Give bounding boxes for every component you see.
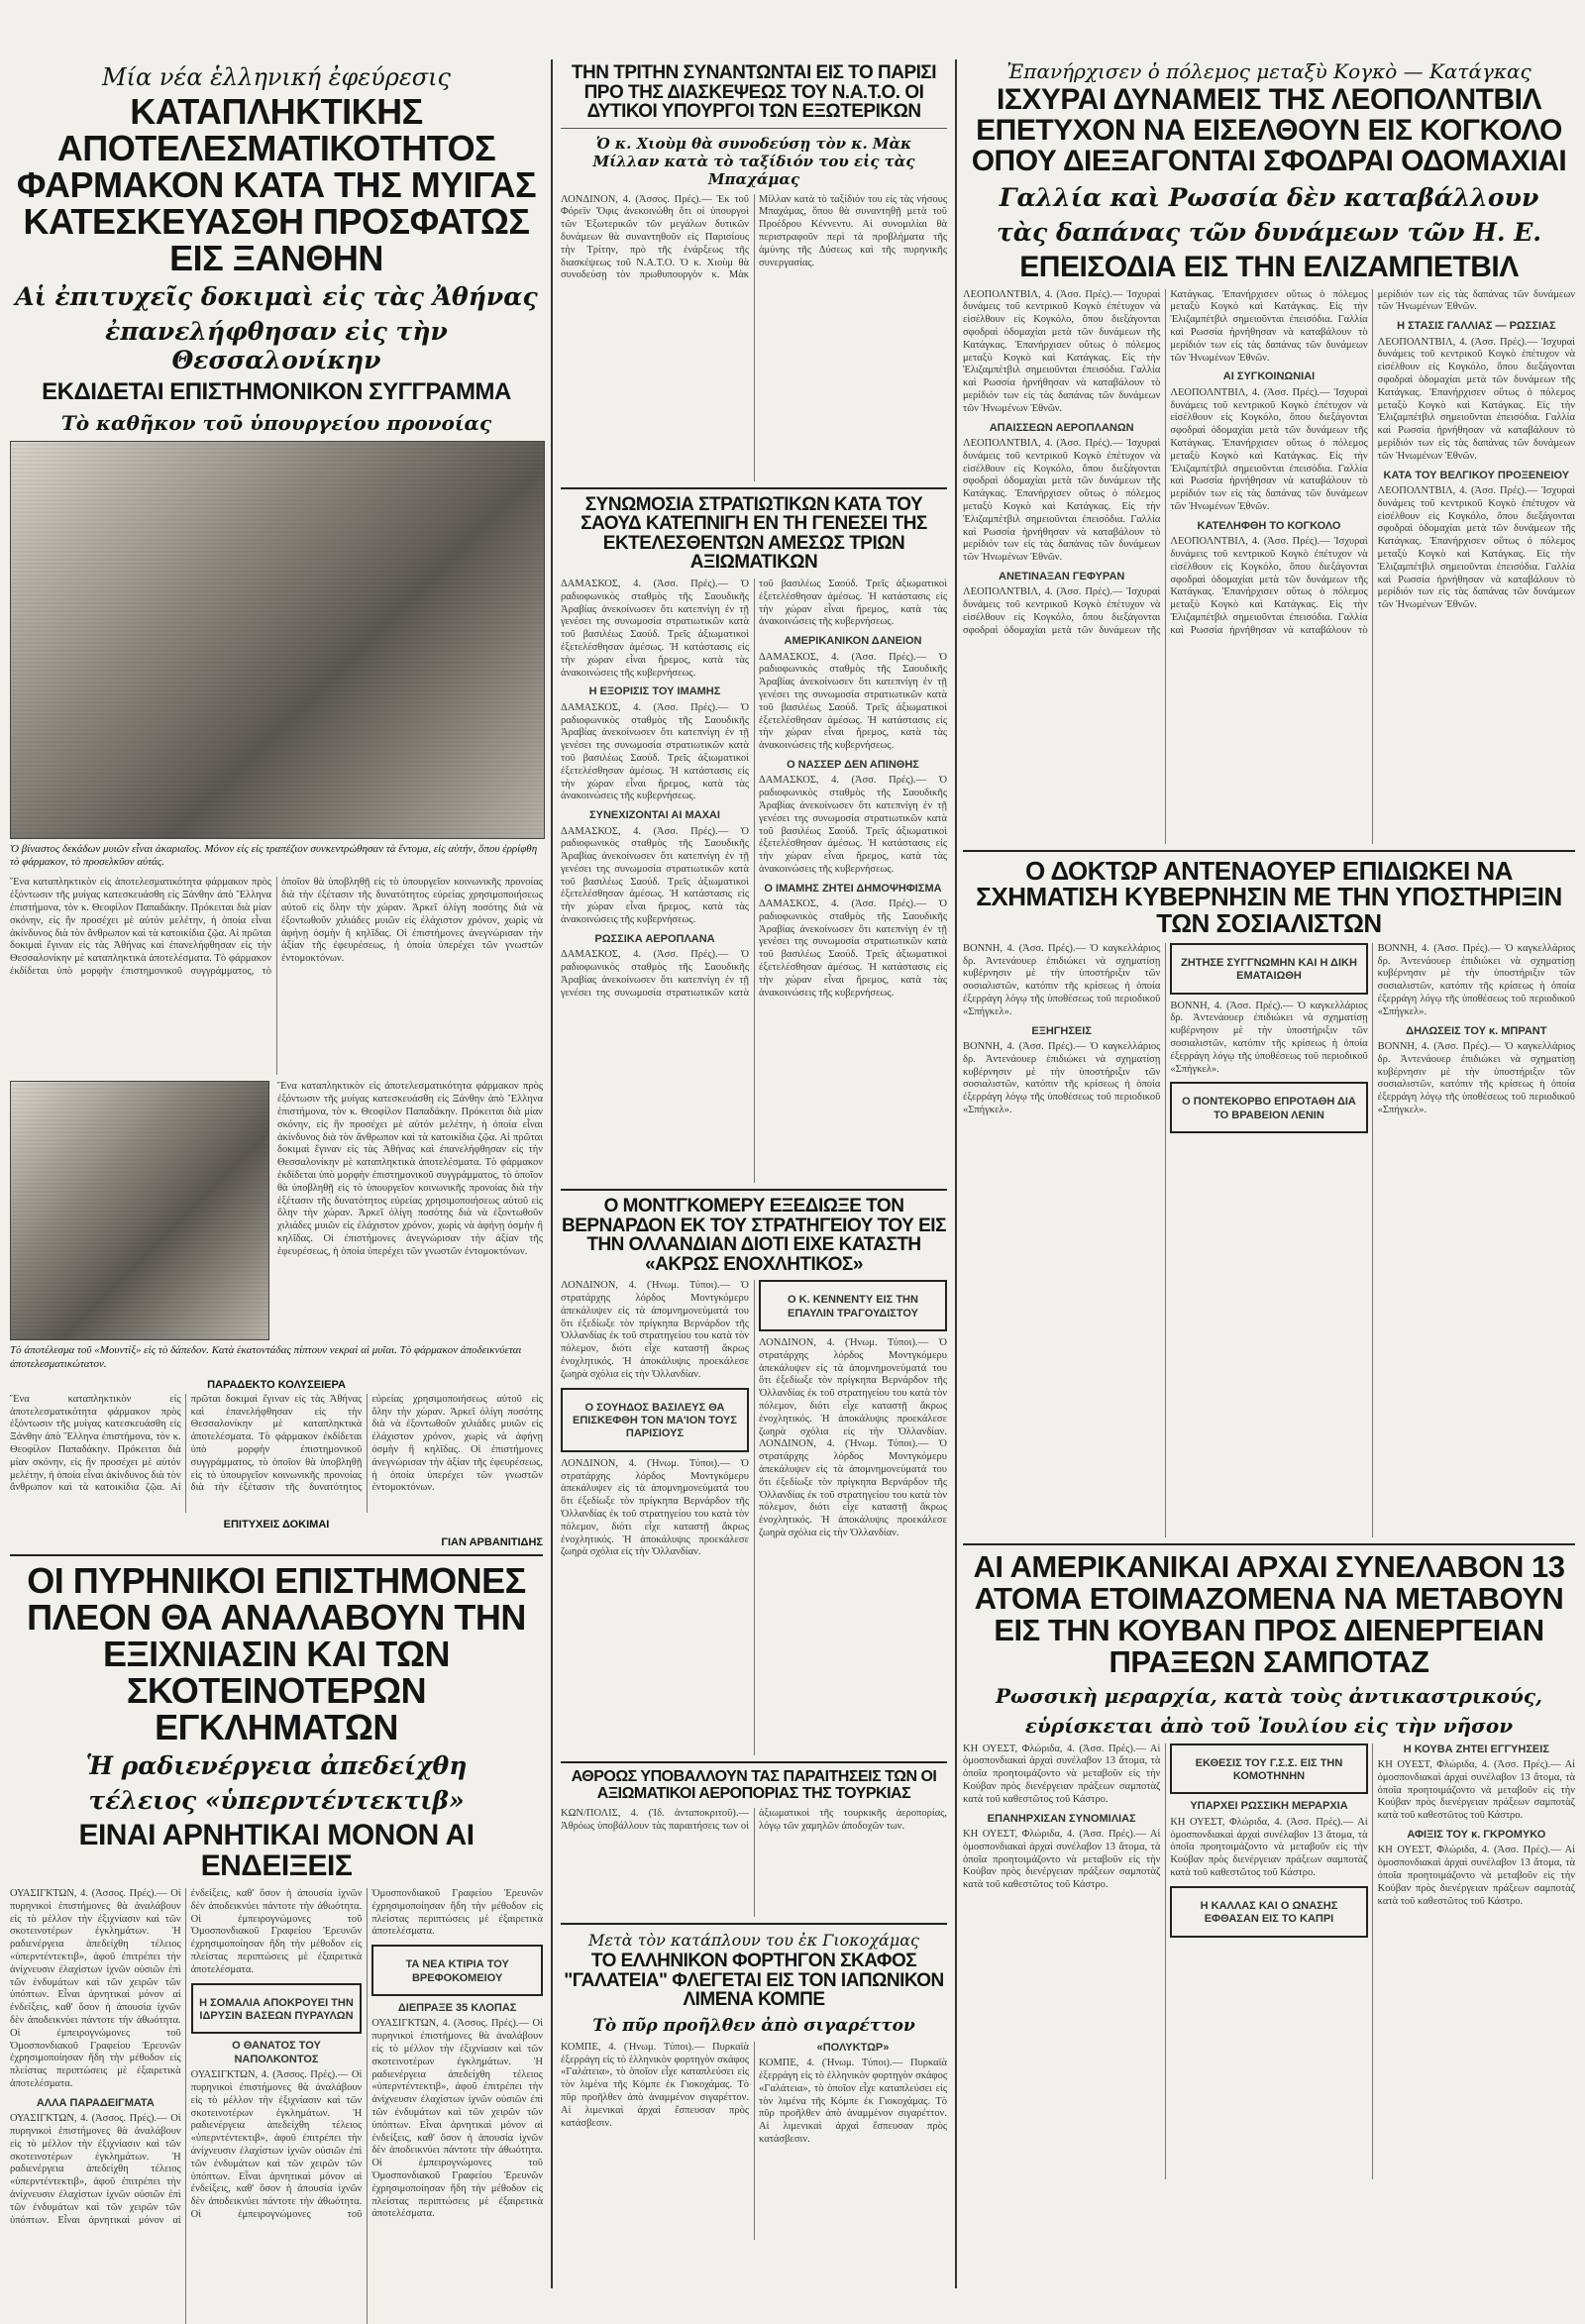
subhead-cuba-guarantees: Η ΚΟΥΒΑ ΖΗΤΕΙ ΕΓΓΥΗΣΕΙΣ: [1403, 1743, 1549, 1755]
article-cuba-text-4: ΚΗ ΟΥΕΣΤ, Φλώριδα, 4. (Ἀσσ. Πρές).— Αἱ ὁμοσπονδιακαὶ ἀρχαὶ συνέλαβον 13 ἄτομα, τὰ ὁποῖα προητοιμάζοντο νὰ μεταβοῦν εἰς τὴν Κούβαν πρὸς διενέργειαν πράξεων σαμποτὰζ κατὰ τοῦ καθεστῶτος τοῦ Κάστρο.: [1377, 1758, 1575, 1822]
article-montgomery-text-2: ΛΟΝΔΙΝΟΝ, 4. (Ἠνωμ. Τύποι).— Ὁ στρατάρχης λόρδος Μοντγκόμερυ ἀπεκάλυψεν εἰς τὰ ἀπομνημονεύματά του ὅτι ἐξεδίωξε τὸν πρίγκηπα Βερνάρδον τῆς Ὀλλανδίας ἐκ τοῦ στρατηγείου του κατὰ τὸν πόλεμον, διότι εἶχε καταστῇ ἄκρως ἐνοχλητικός. Ἡ ἀποκάλυψις προεκάλεσε ζωηρὰ σχόλια εἰς τὴν Ὀλλανδίαν.: [561, 1457, 749, 1558]
deck-home-macmillan: Ὁ κ. Χιοὺμ θὰ συνοδεύσῃ τὸν κ. Μὰκ Μίλλαν κατὰ τὸ ταξίδιόν του εἰς τὰς Μπαχάμας: [592, 134, 915, 188]
article-fly-medicine-continued: Ἕνα καταπληκτικὸν εἰς ἀποτελεσματικότητα φάρμακον πρὸς ἐξόντωσιν τῆς μυίγας κατεσκευάσθη εἰς Ξάνθην ἀπὸ Ἕλληνα ἐπιστήμονα, τὸν κ. Θεοφίλον Παπαδάκην. Πρόκειται διὰ μίαν σκόνην, εἰς ἣν προσέχει μὲ αὐτόν μελέτην, ἡ ὁποία εἶναι ἀκίνδυνος διὰ τὸν ἄνθρωπον καὶ τὰ κατοικίδια ζῷα. Αἱ πρῶται δοκιμαὶ ἔγιναν εἰς τὰς Ἀθήνας καὶ ἐπανελήφθησαν εἰς τὴν Θεσσαλονίκην μὲ καταπληκτικὰ ἀποτελέσματα. Τὸ φάρμακον ἐκδίδεται ὑπὸ μορφὴν ἐπιστημονικοῦ συγγράμματος, τὸ ὁποῖον θὰ ὑποβληθῇ εἰς τὸ ὑπουργεῖον κοινωνικῆς προνοίας διὰ τὴν ἐξέτασιν τῆς δυνατότητος εὐρείας χρησιμοποιήσεως αὐτοῦ εἰς ὅλην τὴν χώραν. Ἀρκεῖ ὀλίγη ποσότης διὰ νὰ ἐξοντωθοῦν χιλιάδες μυιῶν εἰς ἐλάχιστον χρόνον, χωρὶς νὰ ἀφήνῃ ὀσμὴν ἢ κηλῖδας. Οἱ ἐπιστήμονες ἀνεγνώρισαν τὴν ἀξίαν τῆς ἐφευρέσεως, ἡ ὁποία ὑπερέχει τῶν γνωστῶν ἐντομοκτόνων.: [277, 1081, 543, 1257]
article-saud-text-7: ΔΑΜΑΣΚΟΣ, 4. (Ἀσσ. Πρές).— Ὁ ραδιοφωνικὸς σταθμὸς τῆς Σαουδικῆς Ἀραβίας ἀνεκοίνωσεν ὅτι κατεπνίγη ἐν τῇ γενέσει της συνωμοσία στρατιωτικῶν κατὰ τοῦ βασιλέως Σαούδ. Τρεῖς ἀξιωματικοὶ ἐξετελέσθησαν ἀμέσως. Ἡ κατάστασις εἰς τὴν χώραν εἶναι ἤρεμος, κατὰ τὰς ἀνακοινώσεις τῆς κυβερνήσεως.: [759, 898, 947, 999]
subhead-somalia-bases: Η ΣΟΜΑΛΙΑ ΑΠΟΚΡΟΥΕΙ ΤΗΝ ΙΔΡΥΣΙΝ ΒΑΣΕΩΝ ΠΥΡΑΥΛΩΝ: [199, 1996, 354, 2023]
article-montgomery-text: ΛΟΝΔΙΝΟΝ, 4. (Ἠνωμ. Τύποι).— Ὁ στρατάρχης λόρδος Μοντγκόμερυ ἀπεκάλυψεν εἰς τὰ ἀπομνημονεύματά του ὅτι ἐξεδίωξε τὸν πρίγκηπα Βερνάρδον τῆς Ὀλλανδίας ἐκ τοῦ στρατηγείου του κατὰ τὸν πόλεμον, διότι εἶχε καταστῇ ἄκρως ἐνοχλητικός. Ἡ ἀποκάλυψις προεκάλεσε ζωηρὰ σχόλια εἰς τὴν Ὀλλανδίαν.: [561, 1280, 749, 1380]
photo-table-flies: [10, 441, 545, 839]
divider: [963, 1543, 1575, 1545]
box-orphanage: [371, 1945, 543, 1996]
article-galateia-text: ΚΟΜΠΕ, 4. (Ἠνωμ. Τύποι).— Πυρκαϊὰ ἐξερράγη εἰς τὸ ἑλληνικὸν φορτηγὸν σκάφος «Γαλάτεια», τὸ ὁποῖον εἶχε καταπλεύσει εἰς τὸν λιμένα τῆς Κόμπε ἐκ Γιοκοχάμας. Τὸ πῦρ προῆλθεν ἀπὸ ἀναμμένον σιγαρέττον. Αἱ λιμενικαὶ ἀρχαὶ ἔσπευσαν πρὸς κατάσβεσιν.: [561, 2041, 749, 2129]
article-saud-text-3: ΔΑΜΑΣΚΟΣ, 4. (Ἀσσ. Πρές).— Ὁ ραδιοφωνικὸς σταθμὸς τῆς Σαουδικῆς Ἀραβίας ἀνεκοίνωσεν ὅτι κατεπνίγη ἐν τῇ γενέσει της συνωμοσία στρατιωτικῶν κατὰ τοῦ βασιλέως Σαούδ. Τρεῖς ἀξιωματικοὶ ἐξετελέσθησαν ἀμέσως. Ἡ κατάστασις εἰς τὴν χώραν εἶναι ἤρεμος, κατὰ τὰς ἀνακοινώσεις τῆς κυβερνήσεως.: [561, 825, 749, 926]
subhead-france-russia-stance: Η ΣΤΑΣΙΣ ΓΑΛΛΙΑΣ — ΡΩΣΣΙΑΣ: [1397, 320, 1556, 333]
divider: [561, 1923, 947, 1925]
divider: [561, 1189, 947, 1191]
article-adenauer-text-4: ΒΟΝΝΗ, 4. (Ἀσσ. Πρές).— Ὁ καγκελλάριος δρ. Ἀντενάουερ ἐπιδιώκει νὰ σχηματίσῃ κυβέρνησιν μὲ τὴν ὑποστήριξιν τῶν σοσιαλιστῶν, κατόπιν τῆς κρίσεως ἡ ὁποία ἐξερράγη λόγῳ τῆς ὑποθέσεως τοῦ περιοδικοῦ «Σπήγκελ».: [1377, 942, 1575, 1017]
article-adenauer-body: [963, 943, 1575, 1537]
article-congo-text-6: ΛΕΟΠΟΛΝΤΒΙΛ, 4. (Ἀσσ. Πρές).— Ἰσχυραὶ δυνάμεις τοῦ κεντρικοῦ Κογκὸ ἐπέτυχον νὰ εἰσέλθουν εἰς Κογκόλο, ὅπου διεξάγονται σφοδραὶ ὁδομαχίαι μετὰ τῶν δυνάμεων τῆς Κατάγκας. Ἐπανήρχισεν οὕτως ὁ πόλεμος μεταξὺ Κογκὸ καὶ Κατάγκας. Εἰς τὴν Ἐλιζαμπέτβιλ σημειοῦνται ἐπεισόδια. Γαλλία καὶ Ρωσσία ἠρνήθησαν νὰ καταβάλουν τὸ μερίδιόν των εἰς τὰς δαπάνας τῶν δυνάμεων τῶν Ἡνωμένων Ἐθνῶν.: [1377, 336, 1575, 462]
divider: [963, 850, 1575, 852]
deck-welfare-ministry: Τὸ καθῆκον τοῦ ὑπουργείου προνοίας: [60, 411, 492, 436]
article-saud-text-2: ΔΑΜΑΣΚΟΣ, 4. (Ἀσσ. Πρές).— Ὁ ραδιοφωνικὸς σταθμὸς τῆς Σαουδικῆς Ἀραβίας ἀνεκοίνωσεν ὅτι κατεπνίγη ἐν τῇ γενέσει της συνωμοσία στρατιωτικῶν κατὰ τοῦ βασιλέως Σαούδ. Τρεῖς ἀξιωματικοὶ ἐξετελέσθησαν ἀμέσως. Ἡ κατάστασις εἰς τὴν χώραν εἶναι ἤρεμος, κατὰ τὰς ἀνακοινώσεις τῆς κυβερνήσεως.: [561, 701, 749, 802]
subhead-battles-continue: ΣΥΝΕΧΙΖΟΝΤΑΙ ΑΙ ΜΑΧΑΙ: [589, 809, 720, 822]
deck-super-detective: τέλειος «ὑπερντέντεκτιβ»: [88, 1786, 465, 1816]
column-rule-2: [955, 59, 957, 2288]
article-galateia-text-2: ΚΟΜΠΕ, 4. (Ἠνωμ. Τύποι).— Πυρκαϊὰ ἐξερράγη εἰς τὸ ἑλληνικὸν φορτηγὸν σκάφος «Γαλάτεια», τὸ ὁποῖον εἶχε καταπλεύσει εἰς τὸν λιμένα τῆς Κόμπε ἐκ Γιοκοχάμας. Τὸ πῦρ προῆλθεν ἀπὸ ἀναμμένον σιγαρέττον. Αἱ λιμενικαὶ ἀρχαὶ ἔσπευσαν πρὸς κατάσβεσιν.: [759, 2058, 947, 2145]
article-nuclear-text-3: ΟΥΑΣΙΓΚΤΩΝ, 4. (Ἀσσος. Πρές).— Οἱ πυρηνικοὶ ἐπιστήμονες θὰ ἀναλάβουν εἰς τὸ μέλλον τὴν ἐξιχνίασιν καὶ τῶν σκοτεινοτέρων ἐγκλημάτων. Ἡ ραδιενέργεια ἀπεδείχθη τέλειος «ὑπερντέντεκτιβ», ἀφοῦ ἐπιτρέπει τὴν ἀνίχνευσιν ἐλαχίστων ἰχνῶν οὐσιῶν ἐπὶ τῶν ἐνδυμάτων καὶ τῶν χειρῶν τῶν ὑπόπτων. Εἶναι ἀρνητικαὶ μόνον αἱ ἐνδείξεις, καθ' ὅσον ἡ ἀπουσία ἰχνῶν δὲν ἀποδεικνύει πάντοτε τὴν ἀθωότητα. Οἱ ἐμπειρογνώμονες τοῦ Ὁμοσπονδιακοῦ Γραφείου Ἐρευνῶν ἐχρησιμοποίησαν ἤδη τὴν μέθοδον εἰς πλείστας περιπτώσεις μὲ ἐξαιρετικὰ ἀποτελέσματα.: [190, 1888, 543, 2220]
kicker-congo-war: Ἐπανήρχισεν ὁ πόλεμος μεταξὺ Κογκὸ — Κατάγκας: [1006, 59, 1532, 83]
subhead-35-thefts: ΔΙΕΠΡΑΞΕ 35 ΚΛΟΠΑΣ: [397, 2002, 517, 2015]
box-callas: [1170, 1886, 1367, 1938]
headline-cuba-sabotage: ΑΙ ΑΜΕΡΙΚΑΝΙΚΑΙ ΑΡΧΑΙ ΣΥΝΕΛΑΒΟΝ 13 ΑΤΟΜΑ ΕΤΟΙΜΑΖΟΜΕΝΑ ΝΑ ΜΕΤΑΒΟΥΝ ΕΙΣ ΤΗΝ ΚΟΥΒΑΝ ΠΡΟΣ ΔΙΕΝΕΡΓΕΙΑΝ ΠΡΑΞΕΩΝ ΣΑΜΠΟΤΑΖ: [973, 1548, 1565, 1679]
author-byline: ΓΙΑΝ ΑΡΒΑΝΙΤΙΔΗΣ: [441, 1535, 543, 1548]
subhead-imam-referendum: Ο ΙΜΑΜΗΣ ΖΗΤΕΙ ΔΗΜΟΨΗΦΙΣΜΑ: [764, 882, 942, 895]
article-cuba-text-2: ΚΗ ΟΥΕΣΤ, Φλώριδα, 4. (Ἀσσ. Πρές).— Αἱ ὁμοσπονδιακαὶ ἀρχαὶ συνέλαβον 13 ἄτομα, τὰ ὁποῖα προητοιμάζοντο νὰ μεταβοῦν εἰς τὴν Κούβαν πρὸς διενέργειαν πράξεων σαμποτὰζ κατὰ τοῦ καθεστῶτος τοῦ Κάστρο.: [963, 1828, 1161, 1891]
deck-athens-trials: Αἱ ἐπιτυχεῖς δοκιμαὶ εἰς τὰς Ἀθήνας: [15, 282, 538, 312]
subhead-successful-trials: ΕΠΙΤΥΧΕΙΣ ΔΟΚΙΜΑΙ: [223, 1518, 330, 1531]
article-cuba-body: [963, 1743, 1575, 2179]
article-congo-text-7: ΛΕΟΠΟΛΝΤΒΙΛ, 4. (Ἀσσ. Πρές).— Ἰσχυραὶ δυνάμεις τοῦ κεντρικοῦ Κογκὸ ἐπέτυχον νὰ εἰσέλθουν εἰς Κογκόλο, ὅπου διεξάγονται σφοδραὶ ὁδομαχίαι μετὰ τῶν δυνάμεων τῆς Κατάγκας. Ἐπανήρχισεν οὕτως ὁ πόλεμος μεταξὺ Κογκὸ καὶ Κατάγκας. Εἰς τὴν Ἐλιζαμπέτβιλ σημειοῦνται ἐπεισόδια. Γαλλία καὶ Ρωσσία ἠρνήθησαν νὰ καταβάλουν τὸ μερίδιόν των εἰς τὰς δαπάνας τῶν δυνάμεων τῶν Ἡνωμένων Ἐθνῶν.: [1377, 484, 1575, 611]
box-komotini: [1170, 1743, 1367, 1795]
subhead-polyktor: «ΠΟΛΥΚΤΩΡ»: [816, 2041, 890, 2054]
subhead-kongolo-captured: ΚΑΤΕΛΗΦΘΗ ΤΟ ΚΟΓΚΟΛΟ: [1197, 519, 1341, 532]
subhead-russian-planes: ΡΩΣΣΙΚΑ ΑΕΡΟΠΛΑΝΑ: [594, 932, 715, 945]
kicker-yokohama: Μετὰ τὸν κατάπλουν του ἐκ Γιοκοχάμας: [587, 1931, 920, 1951]
article-turkish-body: ΚΩΝ/ΠΟΛΙΣ, 4. (Ἰδ. ἀνταποκριτοῦ).— Ἀθρόως ὑποβάλλουν τὰς παραιτήσεις των οἱ ἀξιωματικοὶ τῆς τουρκικῆς ἀεροπορίας, λόγῳ τῶν χαμηλῶν ἀποδοχῶν των.: [561, 1808, 947, 1832]
box-somalia: [191, 1983, 363, 2035]
subhead-komotini-exhibition: ΕΚΘΕΣΙΣ ΤΟΥ Γ.Σ.Σ. ΕΙΣ ΤΗΝ ΚΟΜΟΤΗΝΗΝ: [1195, 1756, 1343, 1782]
headline-nuclear-scientists: ΟΙ ΠΥΡΗΝΙΚΟΙ ΕΠΙΣΤΗΜΟΝΕΣ ΠΛΕΟΝ ΘΑ ΑΝΑΛΑΒΟΥΝ ΤΗΝ ΕΞΙΧΝΙΑΣΙΝ ΚΑΙ ΤΩΝ ΣΚΟΤΕΙΝΟΤΕΡΩΝ ΕΓΚΛΗΜΑΤΩΝ: [27, 1559, 526, 1748]
headline-adenauer: Ο ΔΟΚΤΩΡ ΑΝΤΕΝΑΟΥΕΡ ΕΠΙΔΙΩΚΕΙ ΝΑ ΣΧΗΜΑΤΙΣΗ ΚΥΒΕΡΝΗΣΙΝ ΜΕ ΤΗΝ ΥΠΟΣΤΗΡΙΞΙΝ ΤΩΝ ΣΟΣΙΑΛΙΣΤΩΝ: [976, 855, 1562, 939]
deck-un-costs: τὰς δαπάνας τῶν δυνάμεων τῶν Η. Ε.: [996, 217, 1542, 247]
subhead-napolkon-death: Ο ΘΑΝΑΤΟΣ ΤΟΥ ΝΑΠΟΛΚΟΝΤΟΣ: [232, 2040, 321, 2065]
headline-galateia-fire: ΤΟ ΕΛΛΗΝΙΚΟΝ ΦΟΡΤΗΓΟΝ ΣΚΑΦΟΣ "ΓΑΛΑΤΕΙΑ" ΦΛΕΓΕΤΑΙ ΕΙΣ ΤΟΝ ΙΑΠΩΝΙΚΟΝ ΛΙΜΕΝΑ ΚΟΜΠΕ: [564, 1951, 944, 2011]
subhead-planes: ΑΠΑΙΣΣΕΩΝ ΑΕΡΟΠΛΑΝΩΝ: [989, 421, 1134, 434]
divider: [561, 487, 947, 489]
article-adenauer-text-5: ΒΟΝΝΗ, 4. (Ἀσσ. Πρές).— Ὁ καγκελλάριος δρ. Ἀντενάουερ ἐπιδιώκει νὰ σχηματίσῃ κυβέρνησιν μὲ τὴν ὑποστήριξιν τῶν σοσιαλιστῶν, κατόπιν τῆς κρίσεως ἡ ὁποία ἐξερράγη λόγῳ τῆς ὑποθέσεως τοῦ περιοδικοῦ «Σπήγκελ».: [1377, 1041, 1575, 1116]
article-nuclear-body: [10, 1888, 543, 2324]
subhead-brandt: ΔΗΛΩΣΕΙΣ ΤΟΥ κ. ΜΠΡΑΝΤ: [1406, 1024, 1547, 1037]
article-congo-text-4: ΛΕΟΠΟΛΝΤΒΙΛ, 4. (Ἀσσ. Πρές).— Ἰσχυραὶ δυνάμεις τοῦ κεντρικοῦ Κογκὸ ἐπέτυχον νὰ εἰσέλθουν εἰς Κογκόλο, ὅπου διεξάγονται σφοδραὶ ὁδομαχίαι μετὰ τῶν δυνάμεων τῆς Κατάγκας. Ἐπανήρχισεν οὕτως ὁ πόλεμος μεταξὺ Κογκὸ καὶ Κατάγκας. Εἰς τὴν Ἐλιζαμπέτβιλ σημειοῦνται ἐπεισόδια. Γαλλία καὶ Ρωσσία ἠρνήθησαν νὰ καταβάλουν τὸ μερίδιόν των εἰς τὰς δαπάνας τῶν δυνάμεων τῶν Ἡνωμένων Ἐθνῶν.: [1170, 386, 1368, 512]
subhead-explanations: ΕΞΗΓΗΣΕΙΣ: [1031, 1024, 1092, 1037]
article-saud-text: ΔΑΜΑΣΚΟΣ, 4. (Ἀσσ. Πρές).— Ὁ ραδιοφωνικὸς σταθμὸς τῆς Σαουδικῆς Ἀραβίας ἀνεκοίνωσεν ὅτι κατεπνίγη ἐν τῇ γενέσει της συνωμοσία στρατιωτικῶν κατὰ τοῦ βασιλέως Σαούδ. Τρεῖς ἀξιωματικοὶ ἐξετελέσθησαν ἀμέσως. Ἡ κατάστασις εἰς τὴν χώραν εἶναι ἤρεμος, κατὰ τὰς ἀνακοινώσεις τῆς κυβερνήσεως.: [561, 578, 749, 679]
article-adenauer-text: ΒΟΝΝΗ, 4. (Ἀσσ. Πρές).— Ὁ καγκελλάριος δρ. Ἀντενάουερ ἐπιδιώκει νὰ σχηματίσῃ κυβέρνησιν μὲ τὴν ὑποστήριξιν τῶν σοσιαλιστῶν, κατόπιν τῆς κρίσεως ἡ ὁποία ἐξερράγη λόγῳ τῆς ὑποθέσεως τοῦ περιοδικοῦ «Σπήγκελ».: [963, 942, 1161, 1017]
deck-cigarette: Τὸ πῦρ προῆλθεν ἀπὸ σιγαρέττον: [592, 2015, 915, 2036]
article-congo-text-2: ΛΕΟΠΟΛΝΤΒΙΛ, 4. (Ἀσσ. Πρές).— Ἰσχυραὶ δυνάμεις τοῦ κεντρικοῦ Κογκὸ ἐπέτυχον νὰ εἰσέλθουν εἰς Κογκόλο, ὅπου διεξάγονται σφοδραὶ ὁδομαχίαι μετὰ τῶν δυνάμεων τῆς Κατάγκας. Ἐπανήρχισεν οὕτως ὁ πόλεμος μεταξὺ Κογκὸ καὶ Κατάγκας. Εἰς τὴν Ἐλιζαμπέτβιλ σημειοῦνται ἐπεισόδια. Γαλλία καὶ Ρωσσία ἠρνήθησαν νὰ καταβάλουν τὸ μερίδιόν των εἰς τὰς δαπάνας τῶν δυνάμεων τῶν Ἡνωμένων Ἐθνῶν.: [963, 437, 1161, 564]
article-cuba-text: ΚΗ ΟΥΕΣΤ, Φλώριδα, 4. (Ἀσσ. Πρές).— Αἱ ὁμοσπονδιακαὶ ἀρχαὶ συνέλαβον 13 ἄτομα, τὰ ὁποῖα προητοιμάζοντο νὰ μεταβοῦν εἰς τὴν Κούβαν πρὸς διενέργειαν πράξεων σαμποτὰζ κατὰ τοῦ καθεστῶτος τοῦ Κάστρο.: [963, 1743, 1161, 1805]
article-congo-body: [963, 289, 1575, 844]
article-congo-text: ΛΕΟΠΟΛΝΤΒΙΛ, 4. (Ἀσσ. Πρές).— Ἰσχυραὶ δυνάμεις τοῦ κεντρικοῦ Κογκὸ ἐπέτυχον νὰ εἰσέλθουν εἰς Κογκόλο, ὅπου διεξάγονται σφοδραὶ ὁδομαχίαι μετὰ τῶν δυνάμεων τῆς Κατάγκας. Ἐπανήρχισεν οὕτως ὁ πόλεμος μεταξὺ Κογκὸ καὶ Κατάγκας. Εἰς τὴν Ἐλιζαμπέτβιλ σημειοῦνται ἐπεισόδια. Γαλλία καὶ Ρωσσία ἠρνήθησαν νὰ καταβάλουν τὸ μερίδιόν των εἰς τὰς δαπάνας τῶν δυνάμεων τῶν Ἡνωμένων Ἐθνῶν.: [963, 288, 1161, 414]
headline-scientific-treatise: ΕΚΔΙΔΕΤΑΙ ΕΠΙΣΤΗΜΟΝΙΚΟΝ ΣΥΓΓΡΑΜΜΑ: [42, 378, 511, 406]
subhead-bridge: ΑΝΕΤΙΝΑΞΑΝ ΓΕΦΥΡΑΝ: [999, 570, 1125, 582]
article-adenauer-text-3: ΒΟΝΝΗ, 4. (Ἀσσ. Πρές).— Ὁ καγκελλάριος δρ. Ἀντενάουερ ἐπιδιώκει νὰ σχηματίσῃ κυβέρνησιν μὲ τὴν ὑποστήριξιν τῶν σοσιαλιστῶν, κατόπιν τῆς κρίσεως ἡ ὁποία ἐξερράγη λόγῳ τῆς ὑποθέσεως τοῦ περιοδικοῦ «Σπήγκελ».: [1170, 1000, 1368, 1075]
article-sub-body-1: Ἕνα καταπληκτικὸν εἰς ἀποτελεσματικότητα φάρμακον πρὸς ἐξόντωσιν τῆς μυίγας κατεσκευάσθη εἰς Ξάνθην ἀπὸ Ἕλληνα ἐπιστήμονα, τὸν κ. Θεοφίλον Παπαδάκην. Πρόκειται διὰ μίαν σκόνην, εἰς ἣν προσέχει μὲ αὐτόν μελέτην, ἡ ὁποία εἶναι ἀκίνδυνος διὰ τὸν ἄνθρωπον καὶ τὰ κατοικίδια ζῷα. Αἱ πρῶται δοκιμαὶ ἔγιναν εἰς τὰς Ἀθήνας καὶ ἐπανελήφθησαν εἰς τὴν Θεσσαλονίκην μὲ καταπληκτικὰ ἀποτελέσματα. Τὸ φάρμακον ἐκδίδεται ὑπὸ μορφὴν ἐπιστημονικοῦ συγγράμματος, τὸ ὁποῖον θὰ ὑποβληθῇ εἰς τὸ ὑπουργεῖον κοινωνικῆς προνοίας διὰ τὴν ἐξέτασιν τῆς δυνατότητος εὐρείας χρησιμοποιήσεως αὐτοῦ εἰς ὅλην τὴν χώραν. Ἀρκεῖ ὀλίγη ποσότης διὰ νὰ ἐξοντωθοῦν χιλιάδες μυιῶν εἰς ἐλάχιστον χρόνον, χωρὶς νὰ ἀφήνῃ ὀσμὴν ἢ κηλῖδας. Οἱ ἐπιστήμονες ἀνεγνώρισαν τὴν ἀξίαν τῆς ἐφευρέσεως, ἡ ὁποία ὑπερέχει τῶν γνωστῶν ἐντομοκτόνων.: [10, 1393, 543, 1494]
divider: [561, 128, 947, 129]
column-middle: [561, 0, 947, 2240]
subhead-paradekto: ΠΑΡΑΔΕΚΤΟ ΚΟΛΥΣΕΙΕΡΑ: [207, 1378, 346, 1391]
subhead-pontecorvo: Ο ΠΟΝΤΕΚΟΡΒΟ ΕΠΡΟΤΑΘΗ ΔΙΑ ΤΟ ΒΡΑΒΕΙΟΝ ΛΕΝΙΝ: [1182, 1096, 1356, 1121]
subhead-callas-onassis: Η ΚΑΛΛΑΣ ΚΑΙ Ο ΩΝΑΣΗΣ ΕΦΘΑΣΑΝ ΕΙΣ ΤΟ ΚΑΠΡΙ: [1200, 1899, 1338, 1926]
subhead-swedish-king: Ο ΣΟΥΗΔΟΣ ΒΑΣΙΛΕΥΣ ΘΑ ΕΠΙΣΚΕΦΘΗ ΤΟΝ ΜΑ'ΙΟΝ ΤΟΥΣ ΠΑΡΙΣΙΟΥΣ: [573, 1401, 737, 1440]
article-congo-text-3: ΛΕΟΠΟΛΝΤΒΙΛ, 4. (Ἀσσ. Πρές).— Ἰσχυραὶ δυνάμεις τοῦ κεντρικοῦ Κογκὸ ἐπέτυχον νὰ εἰσέλθουν εἰς Κογκόλο, ὅπου διεξάγονται σφοδραὶ ὁδομαχίαι μετὰ τῶν δυνάμεων τῆς Κατάγκας. Ἐπανήρχισεν οὕτως ὁ πόλεμος μεταξὺ Κογκὸ καὶ Κατάγκας. Εἰς τὴν Ἐλιζαμπέτβιλ σημειοῦνται ἐπεισόδια. Γαλλία καὶ Ρωσσία ἠρνήθησαν νὰ καταβάλουν τὸ μερίδιόν των εἰς τὰς δαπάνας τῶν δυνάμεων τῶν Ἡνωμένων Ἐθνῶν.: [963, 288, 1368, 636]
column-rule-1: [551, 59, 553, 2288]
deck-france-russia: Γαλλία καὶ Ρωσσία δὲν καταβάλλουν: [999, 182, 1539, 212]
headline-negative-indications: ΕΙΝΑΙ ΑΡΝΗΤΙΚΑΙ ΜΟΝΟΝ ΑΙ ΕΝΔΕΙΞΕΙΣ: [78, 1819, 475, 1883]
headline-leopoldville: ΙΣΧΥΡΑΙ ΔΥΝΑΜΕΙΣ ΤΗΣ ΛΕΟΠΟΛΝΤΒΙΛ ΕΠΕΤΥΧΟΝ ΝΑ ΕΙΣΕΛΘΟΥΝ ΕΙΣ ΚΟΓΚΟΛΟ ΟΠΟΥ ΔΙΕΞΑΓΟΝΤΑΙ ΣΦΟΔΡΑΙ ΟΔΟΜΑΧΙΑΙ: [971, 83, 1567, 177]
headline-nato-ministers: ΤΗΝ ΤΡΙΤΗΝ ΣΥΝΑΝΤΩΝΤΑΙ ΕΙΣ ΤΟ ΠΑΡΙΣΙ ΠΡΟ ΤΗΣ ΔΙΑΣΚΕΨΕΩΣ ΤΟΥ Ν.Α.Τ.Ο. ΟΙ ΔΥΤΙΚΟΙ ΥΠΟΥΡΓΟΙ ΤΩΝ ΕΞΩΤΕΡΙΚΩΝ: [571, 62, 937, 123]
article-nato-body: ΛΟΝΔΙΝΟΝ, 4. (Ἀσσος. Πρές).— Ἐκ τοῦ Φόρεϊν Ὄφις ἀνεκοινώθη ὅτι οἱ ὑπουργοὶ τῶν Ἐξωτερικῶν τῶν μεγάλων δυτικῶν δυνάμεων θὰ συναντηθοῦν εἰς Παρισίους τὴν Τρίτην, πρὸ τῆς ἐνάρξεως τῆς διασκέψεως τοῦ Ν.Α.Τ.Ο. Ὁ κ. Χιοὺμ θὰ συνοδεύσῃ τὸν πρωθυπουργὸν κ. Μὰκ Μίλλαν κατὰ τὸ ταξίδιόν του εἰς τὰς νήσους Μπαχάμας, ὅπου θὰ συναντηθῇ μετὰ τοῦ Προέδρου Κέννεντυ. Αἱ συνομιλίαι θὰ περιστραφοῦν περὶ τὰ προβλήματα τῆς ἀμύνης τῆς Δύσεως καὶ τῆς πυρηνικῆς συνεργασίας.: [561, 193, 947, 281]
article-saud-text-4: ΔΑΜΑΣΚΟΣ, 4. (Ἀσσ. Πρές).— Ὁ ραδιοφωνικὸς σταθμὸς τῆς Σαουδικῆς Ἀραβίας ἀνεκοίνωσεν ὅτι κατεπνίγη ἐν τῇ γενέσει της συνωμοσία στρατιωτικῶν κατὰ τοῦ βασιλέως Σαούδ. Τρεῖς ἀξιωματικοὶ ἐξετελέσθησαν ἀμέσως. Ἡ κατάστασις εἰς τὴν χώραν εἶναι ἤρεμος, κατὰ τὰς ἀνακοινώσεις τῆς κυβερνήσεως.: [561, 578, 947, 999]
box-swedish-king: [561, 1388, 749, 1452]
deck-thessaloniki: ἐπανελήφθησαν εἰς τὴν Θεσσαλονίκην: [105, 317, 448, 375]
headline-elisabethville: ΕΠΕΙΣΟΔΙΑ ΕΙΣ ΤΗΝ ΕΛΙΖΑΜΠΕΤΒΙΛ: [1019, 250, 1519, 283]
article-saud-text-5: ΔΑΜΑΣΚΟΣ, 4. (Ἀσσ. Πρές).— Ὁ ραδιοφωνικὸς σταθμὸς τῆς Σαουδικῆς Ἀραβίας ἀνεκοίνωσεν ὅτι κατεπνίγη ἐν τῇ γενέσει της συνωμοσία στρατιωτικῶν κατὰ τοῦ βασιλέως Σαούδ. Τρεῖς ἀξιωματικοὶ ἐξετελέσθησαν ἀμέσως. Ἡ κατάστασις εἰς τὴν χώραν εἶναι ἤρεμος, κατὰ τὰς ἀνακοινώσεις τῆς κυβερνήσεως.: [759, 651, 947, 752]
article-congo-text-5: ΛΕΟΠΟΛΝΤΒΙΛ, 4. (Ἀσσ. Πρές).— Ἰσχυραὶ δυνάμεις τοῦ κεντρικοῦ Κογκὸ ἐπέτυχον νὰ εἰσέλθουν εἰς Κογκόλο, ὅπου διεξάγονται σφοδραὶ ὁδομαχίαι μετὰ τῶν δυνάμεων τῆς Κατάγκας. Ἐπανήρχισεν οὕτως ὁ πόλεμος μεταξὺ Κογκὸ καὶ Κατάγκας. Εἰς τὴν Ἐλιζαμπέτβιλ σημειοῦνται ἐπεισόδια. Γαλλία καὶ Ρωσσία ἠρνήθησαν νὰ καταβάλουν τὸ μερίδιόν των εἰς τὰς δαπάνας τῶν δυνάμεων τῶν Ἡνωμένων Ἐθνῶν.: [1170, 288, 1575, 636]
article-galateia-body: [561, 2042, 947, 2240]
article-adenauer-text-2: ΒΟΝΝΗ, 4. (Ἀσσ. Πρές).— Ὁ καγκελλάριος δρ. Ἀντενάουερ ἐπιδιώκει νὰ σχηματίσῃ κυβέρνησιν μὲ τὴν ὑποστήριξιν τῶν σοσιαλιστῶν, κατόπιν τῆς κρίσεως ἡ ὁποία ἐξερράγη λόγῳ τῆς ὑποθέσεως τοῦ περιοδικοῦ «Σπήγκελ».: [963, 1041, 1161, 1116]
kicker-fly-invention: Μία νέα ἑλληνική ἐφεύρεσις: [102, 63, 451, 91]
deck-russian-division: Ρωσσικὴ μεραρχία, κατὰ τοὺς ἀντικαστρικούς,: [995, 1683, 1542, 1708]
divider: [561, 1761, 947, 1763]
subhead-other-examples: ΑΛΛΑ ΠΑΡΑΔΕΙΓΜΑΤΑ: [36, 2096, 155, 2109]
article-fly-medicine-body: Ἕνα καταπληκτικὸν εἰς ἀποτελεσματικότητα φάρμακον πρὸς ἐξόντωσιν τῆς μυίγας κατεσκευάσθη εἰς Ξάνθην ἀπὸ Ἕλληνα ἐπιστήμονα, τὸν κ. Θεοφίλον Παπαδάκην. Πρόκειται διὰ μίαν σκόνην, εἰς ἣν προσέχει μὲ αὐτόν μελέτην, ἡ ὁποία εἶναι ἀκίνδυνος διὰ τὸν ἄνθρωπον καὶ τὰ κατοικίδια ζῷα. Αἱ πρῶται δοκιμαὶ ἔγιναν εἰς τὰς Ἀθήνας καὶ ἐπανελήφθησαν εἰς τὴν Θεσσαλονίκην μὲ καταπληκτικὰ ἀποτελέσματα. Τὸ φάρμακον ἐκδίδεται ὑπὸ μορφὴν ἐπιστημονικοῦ συγγράμματος, τὸ ὁποῖον θὰ ὑποβληθῇ εἰς τὸ ὑπουργεῖον κοινωνικῆς προνοίας διὰ τὴν ἐξέτασιν τῆς δυνατότητος εὐρείας χρησιμοποιήσεως αὐτοῦ εἰς ὅλην τὴν χώραν. Ἀρκεῖ ὀλίγη ποσότης διὰ νὰ ἐξοντωθοῦν χιλιάδες μυιῶν εἰς ἐλάχιστον χρόνον, χωρὶς νὰ ἀφήνῃ ὀσμὴν ἢ κηλῖδας. Οἱ ἐπιστήμονες ἀνεγνώρισαν τὴν ἀξίαν τῆς ἐφευρέσεως, ἡ ὁποία ὑπερέχει τῶν γνωστῶν ἐντομοκτόνων.: [10, 877, 543, 978]
article-montgomery-text-3: ΛΟΝΔΙΝΟΝ, 4. (Ἠνωμ. Τύποι).— Ὁ στρατάρχης λόρδος Μοντγκόμερυ ἀπεκάλυψεν εἰς τὰ ἀπομνημονεύματά του ὅτι ἐξεδίωξε τὸν πρίγκηπα Βερνάρδον τῆς Ὀλλανδίας ἐκ τοῦ στρατηγείου του κατὰ τὸν πόλεμον, διότι εἶχε καταστῇ ἄκρως ἐνοχλητικός. Ἡ ἀποκάλυψις προεκάλεσε ζωηρὰ σχόλια εἰς τὴν Ὀλλανδίαν.: [759, 1337, 947, 1437]
subhead-imam-exile: Η ΕΞΟΡΙΣΙΣ ΤΟΥ ΙΜΑΜΗΣ: [588, 686, 721, 698]
subhead-russian-division-exists: ΥΠΑΡΧΕΙ ΡΩΣΣΙΚΗ ΜΕΡΑΡΧΙΑ: [1190, 1800, 1348, 1813]
subhead-talks-resumed: ΕΠΑΝΗΡΧΙΣΑΝ ΣΥΝΟΜΙΛΙΑΣ: [987, 1812, 1136, 1825]
subhead-communications: ΑΙ ΣΥΓΚΟΙΝΩΝΙΑΙ: [1222, 370, 1316, 383]
subhead-apology-trial: ΖΗΤΗΣΕ ΣΥΓΓΝΩΜΗΝ ΚΑΙ Η ΔΙΚΗ ΕΜΑΤΑΙΩΘΗ: [1181, 956, 1357, 983]
article-nuclear-text-4: ΟΥΑΣΙΓΚΤΩΝ, 4. (Ἀσσος. Πρές).— Οἱ πυρηνικοὶ ἐπιστήμονες θὰ ἀναλάβουν εἰς τὸ μέλλον τὴν ἐξιχνίασιν καὶ τῶν σκοτεινοτέρων ἐγκλημάτων. Ἡ ραδιενέργεια ἀπεδείχθη τέλειος «ὑπερντέντεκτιβ», ἀφοῦ ἐπιτρέπει τὴν ἀνίχνευσιν ἐλαχίστων ἰχνῶν οὐσιῶν ἐπὶ τῶν ἐνδυμάτων καὶ τῶν χειρῶν τῶν ὑπόπτων. Εἶναι ἀρνητικαὶ μόνον αἱ ἐνδείξεις, καθ' ὅσον ἡ ἀπουσία ἰχνῶν δὲν ἀποδεικνύει πάντοτε τὴν ἀθωότητα. Οἱ ἐμπειρογνώμονες τοῦ Ὁμοσπονδιακοῦ Γραφείου Ἐρευνῶν ἐχρησιμοποίησαν ἤδη τὴν μέθοδον εἰς πλείστας περιπτώσεις μὲ ἐξαιρετικὰ ἀποτελέσματα.: [371, 2018, 543, 2220]
column-left: [10, 0, 543, 2324]
article-saud-text-6: ΔΑΜΑΣΚΟΣ, 4. (Ἀσσ. Πρές).— Ὁ ραδιοφωνικὸς σταθμὸς τῆς Σαουδικῆς Ἀραβίας ἀνεκοίνωσεν ὅτι κατεπνίγη ἐν τῇ γενέσει της συνωμοσία στρατιωτικῶν κατὰ τοῦ βασιλέως Σαούδ. Τρεῖς ἀξιωματικοὶ ἐξετελέσθησαν ἀμέσως. Ἡ κατάστασις εἰς τὴν χώραν εἶναι ἤρεμος, κατὰ τὰς ἀνακοινώσεις τῆς κυβερνήσεως.: [759, 775, 947, 875]
article-montgomery-text-4: ΛΟΝΔΙΝΟΝ, 4. (Ἠνωμ. Τύποι).— Ὁ στρατάρχης λόρδος Μοντγκόμερυ ἀπεκάλυψεν εἰς τὰ ἀπομνημονεύματά του ὅτι ἐξεδίωξε τὸν πρίγκηπα Βερνάρδον τῆς Ὀλλανδίας ἐκ τοῦ στρατηγείου του κατὰ τὸν πόλεμον, διότι εἶχε καταστῇ ἄκρως ἐνοχλητικός. Ἡ ἀποκάλυψις προεκάλεσε ζωηρὰ σχόλια εἰς τὴν Ὀλλανδίαν.: [759, 1438, 947, 1538]
box-pontecorvo: [1170, 1082, 1367, 1133]
subhead-kennedy-villa: Ο Κ. ΚΕΝΝΕΝΤΥ ΕΙΣ ΤΗΝ ΕΠΑΥΛΙΝ ΤΡΑΓΟΥΔΙΣΤΟΥ: [787, 1294, 918, 1320]
article-saud-body: [561, 579, 947, 1183]
subhead-gromyko: ΑΦΙΞΙΣ ΤΟΥ κ. ΓΚΡΟΜΥΚΟ: [1407, 1828, 1546, 1841]
caption-table-flies: Ὁ βίναστος δεκάδων μυιῶν εἶναι ἀκαριαῖος. Μόνον εἰς εἰς τραπέζιον συνκεντρώθησαν τὰ ἔντομα, εἰς αὐτήν, ὅπου ἐρρίφθη τὸ φάρμακον, τὸ προσελκῦον αὐτάς.: [10, 843, 538, 869]
headline-saud-conspiracy: ΣΥΝΩΜΟΣΙΑ ΣΤΡΑΤΙΩΤΙΚΩΝ ΚΑΤΑ ΤΟΥ ΣΑΟΥΔ ΚΑΤΕΠΝΙΓΗ ΕΝ ΤΗ ΓΕΝΕΣΕΙ ΤΗΣ ΕΚΤΕΛΕΣΘΕΝΤΩΝ ΑΜΕΣΩΣ ΤΡΙΩΝ ΑΞΙΩΜΑΤΙΚΩΝ: [581, 493, 927, 574]
subhead-belgian-consulate: ΚΑΤΑ ΤΟΥ ΒΕΛΓΙΚΟΥ ΠΡΟΞΕΝΕΙΟΥ: [1383, 469, 1570, 481]
subhead-orphanage-buildings: ΤΑ ΝΕΑ ΚΤΙΡΙΑ ΤΟΥ ΒΡΕΦΟΚΟΜΕΙΟΥ: [405, 1958, 509, 1984]
subhead-nasser: Ο ΝΑΣΣΕΡ ΔΕΝ ΑΠΙΝΘΗΣ: [787, 758, 919, 771]
deck-since-july: εὑρίσκεται ἀπὸ τοῦ Ἰουλίου εἰς τὴν νῆσον: [1024, 1713, 1514, 1738]
divider: [10, 1554, 543, 1556]
caption-floor-flies: Τὸ ἀποτέλεσμα τοῦ «Μουντίξ» εἰς τὸ δάπεδον. Κατὰ ἑκατοντάδας πίπτουν νεκραὶ αἱ μυῖαι. Τὸ φάρμακον ἀποδεικνύεται ἀποτελεσματικώτατον.: [10, 1344, 522, 1370]
box-kennedy: [759, 1280, 947, 1331]
article-nuclear-text: ΟΥΑΣΙΓΚΤΩΝ, 4. (Ἀσσος. Πρές).— Οἱ πυρηνικοὶ ἐπιστήμονες θὰ ἀναλάβουν εἰς τὸ μέλλον τὴν ἐξιχνίασιν καὶ τῶν σκοτεινοτέρων ἐγκλημάτων. Ἡ ραδιενέργεια ἀπεδείχθη τέλειος «ὑπερντέντεκτιβ», ἀφοῦ ἐπιτρέπει τὴν ἀνίχνευσιν ἐλαχίστων ἰχνῶν οὐσιῶν ἐπὶ τῶν ἐνδυμάτων καὶ τῶν χειρῶν τῶν ὑπόπτων. Εἶναι ἀρνητικαὶ μόνον αἱ ἐνδείξεις, καθ' ὅσον ἡ ἀπουσία ἰχνῶν δὲν ἀποδεικνύει πάντοτε τὴν ἀθωότητα. Οἱ ἐμπειρογνώμονες τοῦ Ὁμοσπονδιακοῦ Γραφείου Ἐρευνῶν ἐχρησιμοποίησαν ἤδη τὴν μέθοδον εἰς πλείστας περιπτώσεις μὲ ἐξαιρετικὰ ἀποτελέσματα.: [10, 1888, 181, 2089]
deck-radioactivity: Ἡ ραδιενέργεια ἀπεδείχθη: [85, 1751, 468, 1781]
subhead-american-loan: ΑΜΕΡΙΚΑΝΙΚΟΝ ΔΑΝΕΙΟΝ: [784, 635, 922, 648]
headline-turkish-airforce: ΑΘΡΟΩΣ ΥΠΟΒΑΛΛΟΥΝ ΤΑΣ ΠΑΡΑΙΤΗΣΕΙΣ ΤΩΝ ΟΙ ΑΞΙΩΜΑΤΙΚΟΙ ΑΕΡΟΠΟΡΙΑΣ ΤΗΣ ΤΟΥΡΚΙΑΣ: [571, 1768, 937, 1802]
box-apology: [1170, 943, 1367, 995]
column-right: [963, 0, 1575, 2179]
article-cuba-text-5: ΚΗ ΟΥΕΣΤ, Φλώριδα, 4. (Ἀσσ. Πρές).— Αἱ ὁμοσπονδιακαὶ ἀρχαὶ συνέλαβον 13 ἄτομα, τὰ ὁποῖα προητοιμάζοντο νὰ μεταβοῦν εἰς τὴν Κούβαν πρὸς διενέργειαν πράξεων σαμποτὰζ κατὰ τοῦ καθεστῶτος τοῦ Κάστρο.: [1377, 1845, 1575, 1907]
headline-montgomery: Ο ΜΟΝΤΓΚΟΜΕΡΥ ΕΞΕΔΙΩΞΕ ΤΟΝ ΒΕΡΝΑΡΔΟΝ ΕΚ ΤΟΥ ΣΤΡΑΤΗΓΕΙΟΥ ΤΟΥ ΕΙΣ ΤΗΝ ΟΛΛΑΝΔΙΑΝ ΔΙΟΤΙ ΕΙΧΕ ΚΑΤΑΣΤΗ «ΑΚΡΩΣ ΕΝΟΧΛΗΤΙΚΟΣ»: [562, 1195, 946, 1275]
headline-fly-medicine: ΚΑΤΑΠΛΗΚΤΙΚΗΣ ΑΠΟΤΕΛΕΣΜΑΤΙΚΟΤΗΤΟΣ ΦΑΡΜΑΚΟΝ ΚΑΤΑ ΤΗΣ ΜΥΙΓΑΣ ΚΑΤΕΣΚΕΥΑΣΘΗ ΠΡΟΣΦΑΤΩΣ ΕΙΣ ΞΑΝΘΗΝ: [16, 91, 537, 279]
photo-floor-flies: [10, 1081, 269, 1340]
article-montgomery-body: [561, 1280, 947, 1755]
article-nuclear-text-2: ΟΥΑΣΙΓΚΤΩΝ, 4. (Ἀσσος. Πρές).— Οἱ πυρηνικοὶ ἐπιστήμονες θὰ ἀναλάβουν εἰς τὸ μέλλον τὴν ἐξιχνίασιν καὶ τῶν σκοτεινοτέρων ἐγκλημάτων. Ἡ ραδιενέργεια ἀπεδείχθη τέλειος «ὑπερντέντεκτιβ», ἀφοῦ ἐπιτρέπει τὴν ἀνίχνευσιν ἐλαχίστων ἰχνῶν οὐσιῶν ἐπὶ τῶν ἐνδυμάτων καὶ τῶν χειρῶν τῶν ὑπόπτων. Εἶναι ἀρνητικαὶ μόνον αἱ ἐνδείξεις, καθ' ὅσον ἡ ἀπουσία ἰχνῶν δὲν ἀποδεικνύει πάντοτε τὴν ἀθωότητα. Οἱ ἐμπειρογνώμονες τοῦ Ὁμοσπονδιακοῦ Γραφείου Ἐρευνῶν ἐχρησιμοποίησαν ἤδη τὴν μέθοδον εἰς πλείστας περιπτώσεις μὲ ἐξαιρετικὰ ἀποτελέσματα.: [10, 1888, 363, 2226]
article-cuba-text-3: ΚΗ ΟΥΕΣΤ, Φλώριδα, 4. (Ἀσσ. Πρές).— Αἱ ὁμοσπονδιακαὶ ἀρχαὶ συνέλαβον 13 ἄτομα, τὰ ὁποῖα προητοιμάζοντο νὰ μεταβοῦν εἰς τὴν Κούβαν πρὸς διενέργειαν πράξεων σαμποτὰζ κατὰ τοῦ καθεστῶτος τοῦ Κάστρο.: [1170, 1816, 1368, 1878]
